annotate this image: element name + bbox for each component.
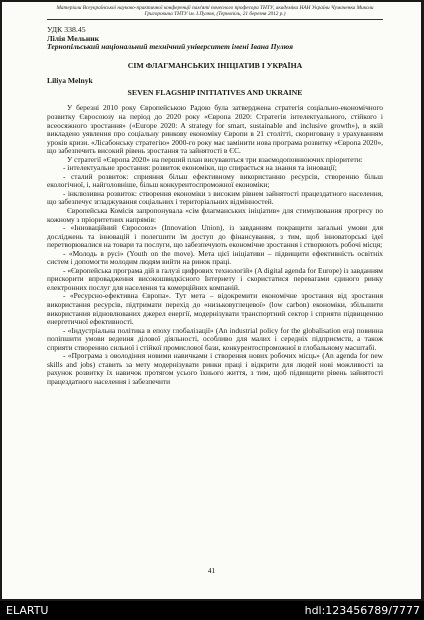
page-content xyxy=(47,2,383,386)
document-page xyxy=(2,2,421,599)
article-title-uk: СІМ ФЛАГМАНСЬКИХ ІНІЦІАТИВ І УКРАЇНА xyxy=(127,60,303,70)
article-body xyxy=(47,104,383,386)
paragraph: У березні 2010 року Європейською Радою була затверджена стратегія соціально-економічного розвитку Євросоюзу на період до 2020 року «Європа 2020: Стратегія інтелектуального, стійкого і всеосяжного зростання» («Europe 2020: A strategy for smart, sustainable and inclusive growth»), в якій викладено уявлення про соціальну ринкову економіку Європи в 21 столітті, скориговану з урахуванням уроків кризи. «Лісабонську стратегію» 2000-го року має замінити нова програма розвитку «Європа 2020», що забезпечить високий рівень зростання та зайнятості в ЄС. xyxy=(47,103,383,156)
paragraph: У стратегії «Європа 2020» на перший план висуваються три взаємодоповнюючих пріоритети: xyxy=(67,154,363,164)
list-item: - «Програма з оволодіння новими навичками і створення нових робочих місць» (An agenda for new skills and jobs) ставить за мету модернізувати ринки праці і відкрити для людей нові можливості за рахунок розвитку їх навичок протягом усього їхнього життя, з тим, щоб підвищити рівень зайнятості працездатного населення і забезпечити xyxy=(47,351,383,386)
list-item: - інклюзивна розвиток: створення економіки з високим рівнем зайнятості працездатного населення, що забезпечує згладжування соціальних і територіальних відмінностей. xyxy=(47,188,383,207)
repository-footer-bar xyxy=(0,601,424,620)
article-title-en: SEVEN FLAGSHIP INITIATIVES AND UKRAINE xyxy=(127,87,303,97)
author-name-en: Liliya Melnyk xyxy=(47,76,93,86)
list-item: - інтелектуальне зростання: розвиток економіки, що спирається на знання та інновації; xyxy=(63,163,337,173)
handle-identifier: hdl:123456789/7777 xyxy=(304,604,420,617)
author-name: Лілія Мельник xyxy=(47,34,99,43)
list-item: - «Індустріальна політика в епоху глобалізації» (An industrial policy for the globalisation era) повинна поліпшити умови ведення ділової діяльності, особливо для малих і середніх підприємств, а також сприяти створенню сильної і стійкої промислової бази, конкурентоспроможної в глобальному масштабі. xyxy=(47,325,383,352)
repository-name: ELARTU xyxy=(6,604,49,617)
list-item: - «Інноваційний Євросоюз» (Innovation Union), із завданням покращити загальні умови для досліджень та інновацій і полегшити їм доступ до фінансування, з тим, щоб інноваторські ідеї перетворювалися на товари та послуги, що забезпечують економічне зростання і створюють робочі місця; xyxy=(47,223,383,250)
list-item: - «Ресурсно-ефективна Європа». Тут мета – відокремити економічне зростання від зростання використання ресурсів, підтримати перехід до «низьковуглецевої» (low carbon) економіки, збільшити використання відновлюваних джерел енергії, модернізувати транспортний сектор і сприяти підвищенню енергетичної ефективності. xyxy=(47,291,383,327)
list-item: - «Європейська програма дій в галузі цифрових технологій» (A digital agenda for Europe) із завданням прискорити впровадження високошвидкісного Інтернету і скористатися перевагами єдиного ринку електронних послуг для населення та комерційних компаній. xyxy=(47,265,383,292)
page-number: 41 xyxy=(207,567,216,575)
running-header: Матеріали Всеукраїнської науково-практичної конференції пам'яті почесного професора ТНТУ, академіка НАН України Чумаченка Миколи Григоровича ТНТУ ім. І.Пулюя, (Тернопіль, 21 березня 2012 р.) xyxy=(47,5,383,20)
udk-code: УДК 338.45 xyxy=(47,25,86,35)
paragraph: Європейська Комісія запропонувала «сім флагманських ініціатив» для стимулювання прогресу по кожному з пріоритетних напрямів: xyxy=(47,205,383,224)
list-item: - «Молодь в русі» (Youth on the move). Мета цієї ініціативи – підвищити ефективність освітніх систем і допомогти молодим людям вийти на ринок праці. xyxy=(47,248,383,267)
author-affiliation: Тернопільський національний технічний університет імені Івана Пулюя xyxy=(47,42,294,52)
list-item: - сталий розвиток: сприяння більш ефективному використанню ресурсів, створенню більш екологічної, і, найголовніше, більш конкурентоспроможної економіки; xyxy=(47,171,383,190)
